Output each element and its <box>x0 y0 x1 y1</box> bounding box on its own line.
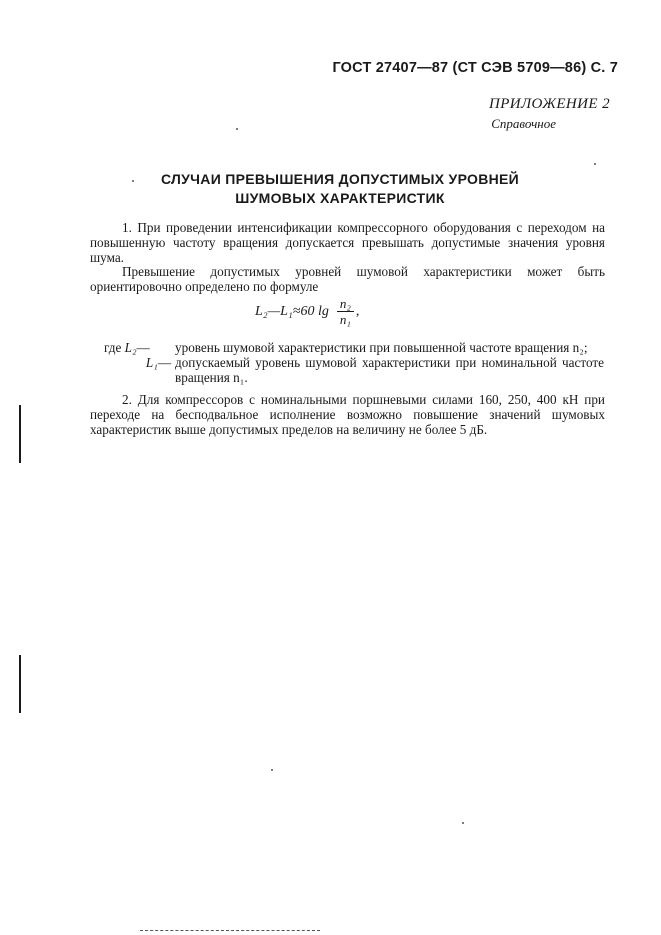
where-lead: где <box>104 340 122 355</box>
page-header: ГОСТ 27407—87 (СТ СЭВ 5709—86) С. 7 <box>332 60 618 76</box>
binding-mark <box>19 405 21 463</box>
where-variable: L₂ <box>124 340 137 355</box>
paragraph-2: Превышение допустимых уровней шумовой характеристики может быть ориентировочно определено по формуле <box>90 264 605 294</box>
binding-mark <box>19 655 21 713</box>
where-description: уровень шумовой характеристики при повышенной частоте вращения n₂; <box>175 340 588 355</box>
formula-denominator: n₁ <box>339 312 351 327</box>
scan-speck <box>236 128 238 130</box>
section-title <box>100 170 580 208</box>
paragraph-3: 2. Для компрессоров с номинальными поршневыми силами 160, 250, 400 кН при переходе на бесподвальное исполнение возможно повышение значений шумовых характеристик выше допустимых пределов на величину не более 5 дБ. <box>90 392 605 437</box>
where-description: допускаемый уровень шумовой характеристики при номинальной частоте вращения n₁. <box>175 355 604 385</box>
scan-speck <box>462 822 464 824</box>
where-variable: L₁ <box>145 355 158 370</box>
formula-lhs: L₂—L₁≈60 lg <box>255 303 329 319</box>
paragraph-1: 1. При проведении интенсификации компрессорного оборудования с переходом на повышенную частоту вращения допускается превышать допустимые значения уровня шума. <box>90 220 605 265</box>
reference-label: Справочное <box>491 116 556 131</box>
appendix-label: ПРИЛОЖЕНИЕ 2 <box>488 96 610 112</box>
where-list <box>104 340 604 385</box>
formula-fraction <box>337 296 354 327</box>
title-line-1: СЛУЧАИ ПРЕВЫШЕНИЯ ДОПУСТИМЫХ УРОВНЕЙ <box>160 171 520 187</box>
where-item <box>104 340 604 355</box>
scan-speck <box>594 163 596 165</box>
formula <box>255 296 359 327</box>
formula-numerator: n₂ <box>337 296 354 312</box>
title-line-2: ШУМОВЫХ ХАРАКТЕРИСТИК <box>235 190 445 206</box>
where-dash: — <box>136 340 150 355</box>
scan-speck <box>271 769 273 771</box>
scan-speck <box>132 180 134 182</box>
where-item <box>104 355 604 385</box>
formula-trail: , <box>355 303 360 319</box>
footer-rule <box>140 930 320 932</box>
where-dash: — <box>157 355 171 370</box>
